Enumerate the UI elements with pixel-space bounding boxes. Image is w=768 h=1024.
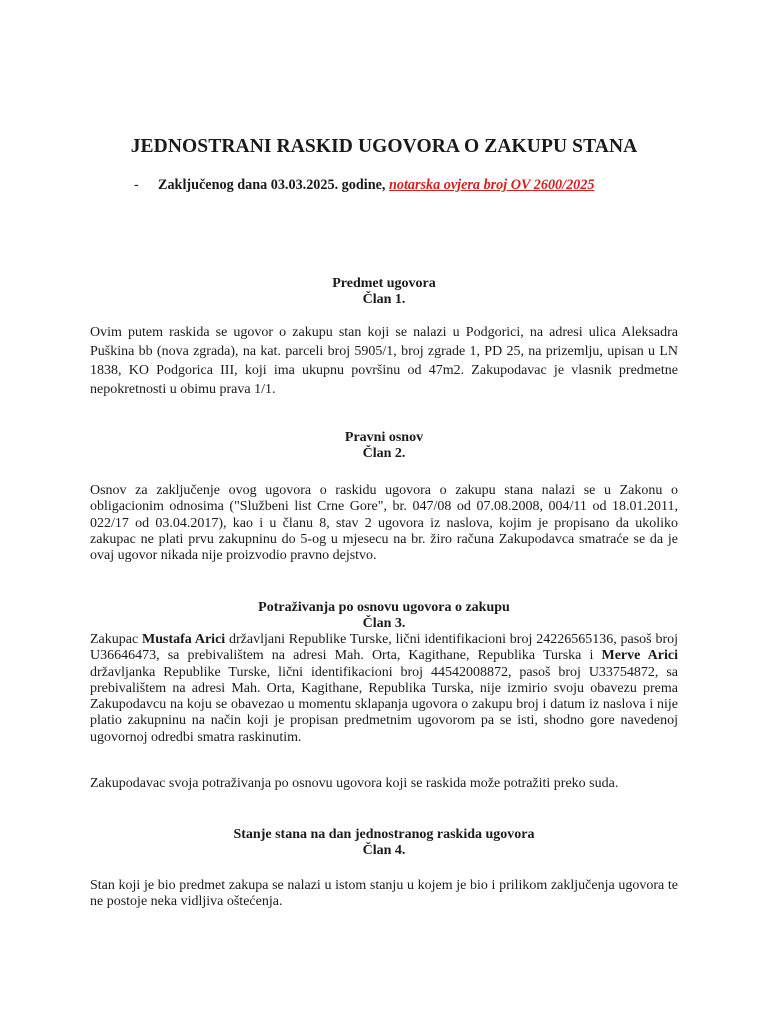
section-3-heading [0, 600, 768, 632]
conclusion-date: Zaključenog dana 03.03.2025. godine, [158, 177, 389, 193]
tenant-name-1: Mustafa Arici [142, 632, 226, 647]
section-3-text-b: državljani Republike Turske, lični identifikacioni broj 24226565136, pasoš broj U36646473, sa prebivalištem na adresi Mah. Orta, Kagithane, Republika Turska i [90, 632, 679, 664]
section-1-text: Ovim putem raskida se ugovor o zakupu stan koji se nalazi u Podgorici, na adresi ulica Aleksadra Puškina bb (nova zgrada), na kat. parceli broj 5905/1, broj zgrade 1, PD 25, na prizemlju, upisan u LN 1838, KO Podgorica III, koji ima ukupnu površinu od 47m2. Zakupodavac je vlasnik predmetne nepokretnosti u obimu prava 1/1. [90, 325, 678, 397]
section-3-article: Član 3. [362, 616, 406, 631]
section-4-text: Stan koji je bio predmet zakupa se nalazi u istom stanju u kojem je bio i prilikom zaključenja ugovora te ne postoje neka vidljiva oštećenja. [90, 878, 678, 910]
section-1-heading [0, 276, 768, 308]
section-2-article: Član 2. [362, 446, 406, 461]
section-3-title: Potraživanja po osnovu ugovora o zakupu [258, 600, 510, 615]
section-3-text-a: Zakupac [90, 632, 143, 647]
section-1-article: Član 1. [362, 292, 406, 307]
section-1-title: Predmet ugovora [332, 276, 436, 291]
section-3-text [90, 632, 678, 746]
tenant-name-2: Merve Arici [601, 648, 678, 664]
section-2-text: Osnov za zaključenje ovog ugovora o raskidu ugovora o zakupu stana nalazi se u Zakonu o obligacionim odnosima ("Službeni list Crne Gore", br. 047/08 od 07.08.2008, 004/11 od 18.01.2011, 022/17 od 03.04.2017), kao i u članu 8, stav 2 ugovora iz naslova, kojim je propisano da ukoliko zakupac ne plati prvu zakupninu do 5-og u mjesecu na br. žiro računa Zakupodavca smatraće se da je ovaj ugovor nikada nije proizvodio pravno dejstvo. [90, 483, 678, 564]
bullet-dash: - [134, 177, 139, 193]
section-3-text-c: državljanka Republike Turske, lični identifikacioni broj 44542008872, pasoš broj U33754872, sa prebivalištem na adresi Mah. Orta, Kagithane, Republika Turska, nije izmirio svoju obavezu prema Zakupodavcu na koju se obavezao u momentu sklapanja ugovora o zakupu broj i datum iz naslova i nije platio zakupninu na način koji je propisan predmetnim ugovorom pa se isti, shodno gore navedenoj ugovornoj odredbi smatra raskinutim. [90, 664, 678, 745]
section-4-article: Član 4. [362, 843, 406, 858]
section-2-heading [0, 430, 768, 462]
section-3-claims-text: Zakupodavac svoja potraživanja po osnovu ugovora koji se raskida može potražiti preko suda. [90, 776, 619, 791]
notary-reference: notarska ovjera broj OV 2600/2025 [388, 177, 595, 193]
section-2-title: Pravni osnov [344, 430, 424, 445]
conclusion-line [134, 177, 594, 194]
section-4-heading [0, 827, 768, 859]
document-title: JEDNOSTRANI RASKID UGOVORA O ZAKUPU STANA [130, 136, 638, 157]
section-4-title: Stanje stana na dan jednostranog raskida ugovora [233, 827, 535, 842]
